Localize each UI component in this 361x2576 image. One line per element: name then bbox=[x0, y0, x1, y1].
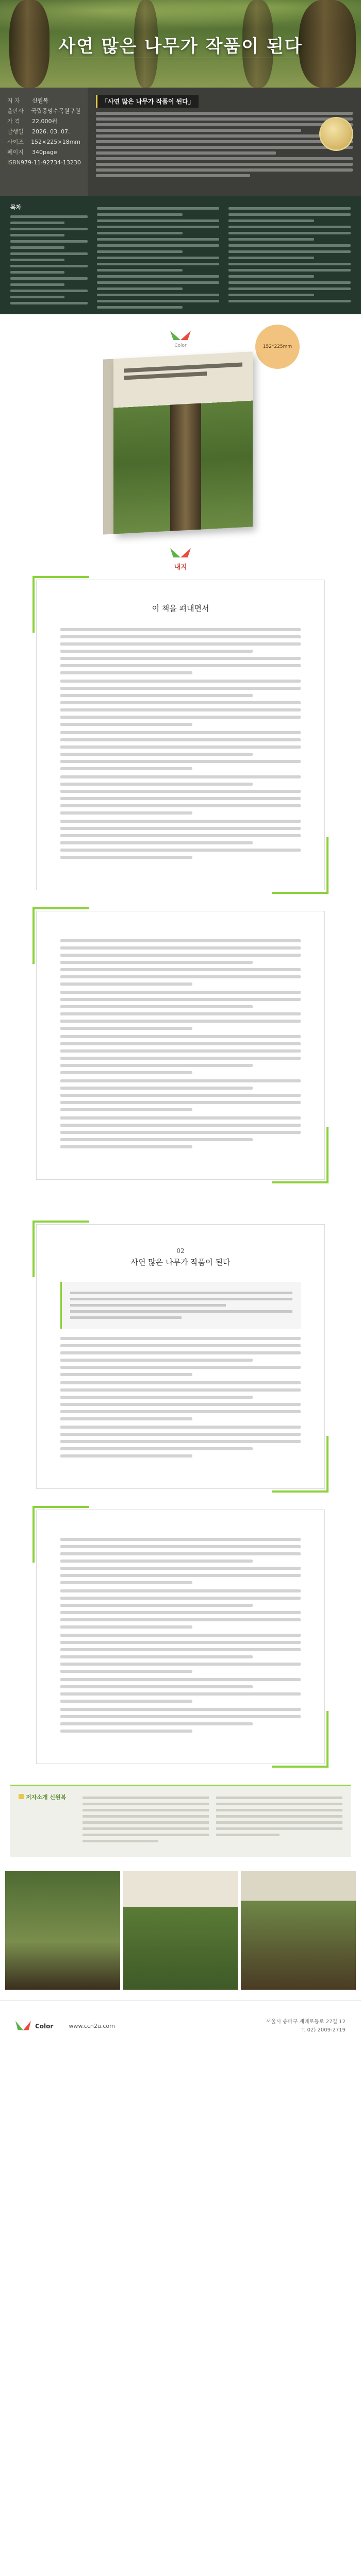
paragraph bbox=[60, 680, 301, 726]
section-label: 내지 bbox=[174, 564, 187, 571]
page-frame bbox=[36, 1510, 325, 1764]
page-frame bbox=[36, 1224, 325, 1489]
paragraph bbox=[60, 939, 301, 986]
meta-key: 사이즈 bbox=[7, 139, 24, 145]
size-tag: 152*225mm bbox=[255, 325, 300, 369]
bullet-icon bbox=[19, 1794, 24, 1799]
toc-column bbox=[97, 203, 219, 312]
meta-key: 출판사 bbox=[7, 108, 24, 114]
book-meta bbox=[0, 88, 88, 196]
meta-key: 페이지 bbox=[7, 149, 24, 156]
section-header bbox=[31, 541, 330, 571]
gallery-photo bbox=[5, 1871, 120, 1990]
corner-accent bbox=[32, 1221, 89, 1277]
author-bio bbox=[216, 1793, 342, 1850]
corner-accent bbox=[272, 1436, 329, 1493]
author-heading-text: 저자소개 신원복 bbox=[26, 1794, 67, 1801]
meta-row bbox=[7, 106, 80, 116]
inner-page-section bbox=[0, 541, 361, 1180]
award-seal-icon bbox=[321, 118, 352, 149]
bird-logo-icon bbox=[15, 2020, 31, 2032]
inner-page-section bbox=[0, 1224, 361, 1764]
book-info-panel bbox=[0, 88, 361, 196]
book-spine bbox=[103, 359, 113, 535]
meta-row bbox=[7, 158, 80, 168]
cover-tree-illustration bbox=[170, 403, 201, 531]
book-cover-image bbox=[103, 351, 253, 534]
paragraph bbox=[60, 1634, 301, 1673]
corner-accent bbox=[32, 1506, 89, 1563]
paragraph bbox=[60, 1589, 301, 1629]
photo-gallery bbox=[0, 1871, 361, 1990]
page-frame bbox=[36, 911, 325, 1180]
book-front bbox=[113, 351, 253, 534]
book-description bbox=[88, 88, 361, 196]
description-text bbox=[96, 112, 353, 177]
meta-key: ISBN bbox=[7, 159, 21, 166]
section-logo bbox=[166, 546, 195, 560]
page-footer bbox=[0, 2000, 361, 2052]
paragraph bbox=[60, 1035, 301, 1074]
gallery-photo bbox=[241, 1871, 356, 1990]
author-heading bbox=[19, 1793, 75, 1850]
paragraph bbox=[60, 991, 301, 1030]
meta-row bbox=[7, 116, 80, 127]
hero-banner bbox=[0, 0, 361, 88]
toc-column bbox=[228, 203, 351, 312]
hero-title: 사연 많은 나무가 작품이 된다 bbox=[58, 36, 303, 57]
meta-value: 22,000원 bbox=[32, 118, 58, 125]
author-profile bbox=[10, 1785, 351, 1857]
paragraph bbox=[60, 1337, 301, 1376]
bird-logo-icon bbox=[170, 546, 191, 560]
footer-brand: Color bbox=[35, 2022, 54, 2030]
bird-logo-icon bbox=[170, 329, 191, 342]
paragraph bbox=[60, 1116, 301, 1148]
address-text: 서울시 송파구 계례로등로 27길 12 bbox=[266, 2019, 346, 2025]
meta-value: 2026. 03. 07. bbox=[32, 128, 70, 135]
publisher-logo bbox=[166, 329, 195, 348]
page-frame bbox=[36, 580, 325, 890]
phone-text: T. 02) 2009-2719 bbox=[301, 2027, 346, 2033]
corner-accent bbox=[32, 907, 89, 964]
corner-accent bbox=[272, 1711, 329, 1768]
gallery-photo bbox=[123, 1871, 238, 1990]
paragraph bbox=[60, 1426, 301, 1458]
corner-accent bbox=[272, 837, 329, 894]
cover-title-block bbox=[124, 359, 242, 392]
meta-value: 340page bbox=[32, 149, 57, 156]
page-title: 이 책을 펴내면서 bbox=[152, 604, 209, 613]
paragraph bbox=[60, 731, 301, 770]
logo-text: Color bbox=[174, 343, 187, 348]
paragraph bbox=[60, 1079, 301, 1111]
paragraph bbox=[60, 820, 301, 859]
corner-accent bbox=[272, 1127, 329, 1183]
website-link[interactable]: www.ccn2u.com bbox=[69, 2023, 115, 2029]
meta-key: 발행일 bbox=[7, 128, 24, 135]
cover-showcase bbox=[0, 314, 361, 541]
meta-row bbox=[7, 137, 80, 147]
meta-value: 신원복 bbox=[32, 97, 48, 104]
paragraph bbox=[60, 1708, 301, 1733]
meta-value: 979-11-92734-13230 bbox=[21, 159, 81, 166]
meta-row bbox=[7, 127, 80, 137]
paragraph bbox=[60, 1538, 301, 1584]
toc-column bbox=[10, 203, 88, 312]
footer-logo[interactable] bbox=[15, 2020, 53, 2032]
table-of-contents bbox=[0, 196, 361, 314]
author-bio bbox=[83, 1793, 209, 1850]
meta-key: 가 격 bbox=[7, 118, 20, 125]
chapter-number: 02 bbox=[176, 1247, 185, 1255]
toc-title: 목차 bbox=[10, 204, 22, 211]
meta-row bbox=[7, 147, 80, 158]
paragraph bbox=[60, 628, 301, 674]
meta-value: 국립중앙수목원구원 bbox=[31, 108, 80, 114]
meta-key: 저 자 bbox=[7, 97, 20, 104]
description-highlight: 「사연 많은 나무가 작품이 된다」 bbox=[96, 95, 199, 108]
paragraph bbox=[60, 1381, 301, 1420]
meta-value: 152×225×18mm bbox=[31, 139, 80, 145]
chapter-title: 사연 많은 나무가 작품이 된다 bbox=[130, 1258, 231, 1267]
quote-block bbox=[60, 1282, 301, 1329]
paragraph bbox=[60, 1678, 301, 1703]
corner-accent bbox=[32, 576, 89, 633]
meta-row bbox=[7, 96, 80, 106]
contact-info bbox=[266, 2018, 346, 2035]
paragraph bbox=[60, 775, 301, 815]
